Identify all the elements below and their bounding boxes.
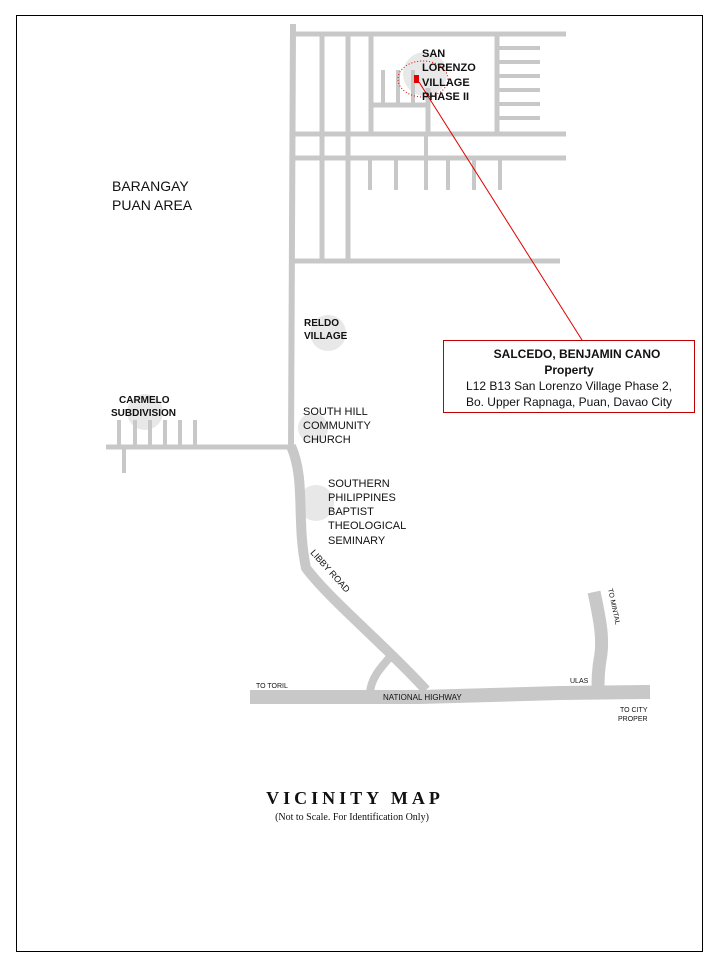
area-label-line1: BARANGAY <box>112 178 189 194</box>
property-address-line2: Bo. Upper Rapnaga, Puan, Davao City <box>465 395 673 409</box>
svg-text:COMMUNITY: COMMUNITY <box>303 420 371 432</box>
to-toril-label: TO TORIL <box>256 683 288 690</box>
area-label-line2: PUAN AREA <box>112 197 193 213</box>
svg-text:BAPTIST: BAPTIST <box>328 506 374 518</box>
to-mintal-road <box>594 592 602 688</box>
svg-text:SEMINARY: SEMINARY <box>328 535 386 547</box>
to-mintal-label: TO MINTAL <box>606 587 621 626</box>
svg-text:LORENZO: LORENZO <box>422 62 476 74</box>
svg-text:CARMELO: CARMELO <box>119 395 170 406</box>
property-owner: SALCEDO, BENJAMIN CANO <box>493 347 661 361</box>
property-type: Property <box>544 363 594 377</box>
property-address-line1: L12 B13 San Lorenzo Village Phase 2, <box>466 379 672 393</box>
svg-text:SUBDIVISION: SUBDIVISION <box>111 408 177 419</box>
property-callout <box>444 341 695 413</box>
main-road <box>291 24 293 446</box>
svg-text:PHILIPPINES: PHILIPPINES <box>328 492 396 504</box>
svg-text:CHURCH: CHURCH <box>303 434 351 446</box>
svg-text:VILLAGE: VILLAGE <box>422 77 470 89</box>
svg-text:THEOLOGICAL: THEOLOGICAL <box>328 520 407 532</box>
svg-text:RELDO: RELDO <box>304 318 339 329</box>
national-highway-label: NATIONAL HIGHWAY <box>383 693 462 702</box>
svg-text:SOUTHERN: SOUTHERN <box>328 478 390 490</box>
to-city-label-line1: TO CITY <box>620 707 648 714</box>
map-title: VICINITY MAP <box>266 788 444 808</box>
map-subtitle: (Not to Scale. For Identification Only) <box>275 812 429 823</box>
to-city-label-line2: PROPER <box>618 716 648 723</box>
svg-text:VILLAGE: VILLAGE <box>304 331 348 342</box>
svg-text:SOUTH HILL: SOUTH HILL <box>303 406 368 418</box>
property-marker <box>414 75 419 83</box>
svg-text:SAN: SAN <box>422 48 446 60</box>
libby-road-label: LIBBY ROAD <box>308 547 352 595</box>
svg-text:PHASE II: PHASE II <box>422 91 470 103</box>
ulas-label: ULAS <box>570 678 589 685</box>
